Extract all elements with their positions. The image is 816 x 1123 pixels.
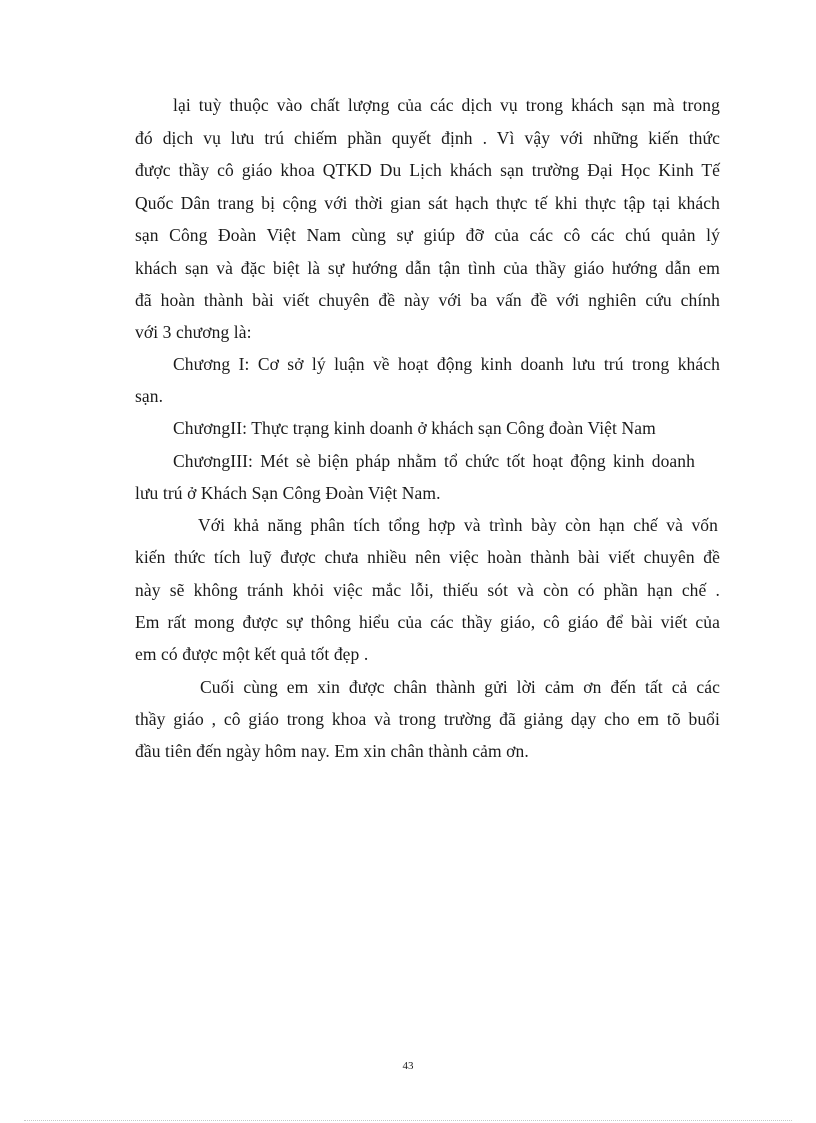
- text-line: Với khả năng phân tích tổng hợp và trình bày còn hạn chế và vốn: [198, 515, 718, 535]
- chapter-line: Chương I: Cơ sở lý luận về hoạt động kinh doanh lưu trú trong khách: [173, 354, 720, 374]
- text-line: đầu tiên đến ngày hôm nay. Em xin chân thành cảm ơn.: [135, 741, 529, 761]
- text-line: kiến thức tích luỹ được chưa nhiều nên việc hoàn thành bài viết chuyên đề: [135, 547, 720, 567]
- chapter-line: ChươngII: Thực trạng kinh doanh ở khách sạn Công đoàn Việt Nam: [173, 418, 656, 438]
- text-line: Cuối cùng em xin được chân thành gửi lời cảm ơn đến tất cả các: [200, 677, 720, 697]
- text-line: thầy giáo , cô giáo trong khoa và trong trường đã giảng dạy cho em tõ buổi: [135, 709, 720, 729]
- text-line: được thầy cô giáo khoa QTKD Du Lịch khách sạn trường Đại Học Kinh Tế: [135, 160, 720, 180]
- text-line: lưu trú ở Khách Sạn Công Đoàn Việt Nam.: [135, 483, 441, 503]
- page-border-divider: [24, 1120, 792, 1121]
- text-line: khách sạn và đặc biệt là sự hướng dẫn tận tình của thầy giáo hướng dẫn em: [135, 258, 720, 278]
- text-line: Em rất mong được sự thông hiểu của các thầy giáo, cô giáo để bài viết của: [135, 612, 720, 632]
- text-line: này sẽ không tránh khỏi việc mắc lỗi, thiếu sót và còn có phần hạn chế .: [135, 580, 720, 600]
- text-line: đã hoàn thành bài viết chuyên đề này với ba vấn đề với nghiên cứu chính: [135, 290, 720, 310]
- text-line: sạn.: [135, 386, 164, 406]
- page-number: 43: [402, 1060, 414, 1072]
- text-line: đó dịch vụ lưu trú chiếm phần quyết định . Vì vậy với những kiến thức: [135, 128, 720, 148]
- chapter-line: ChươngIII: Mét sè biện pháp nhằm tổ chức tốt hoạt động kinh doanh: [173, 451, 695, 471]
- text-line: em có được một kết quả tốt đẹp .: [135, 644, 369, 664]
- text-line: sạn Công Đoàn Việt Nam cùng sự giúp đỡ của các cô các chú quản lý: [135, 225, 720, 245]
- text-line: với 3 chương là:: [135, 322, 252, 342]
- text-line: lại tuỳ thuộc vào chất lượng của các dịch vụ trong khách sạn mà trong: [173, 95, 720, 115]
- text-line: Quốc Dân trang bị cộng với thời gian sát hạch thực tế khi thực tập tại khách: [135, 193, 720, 213]
